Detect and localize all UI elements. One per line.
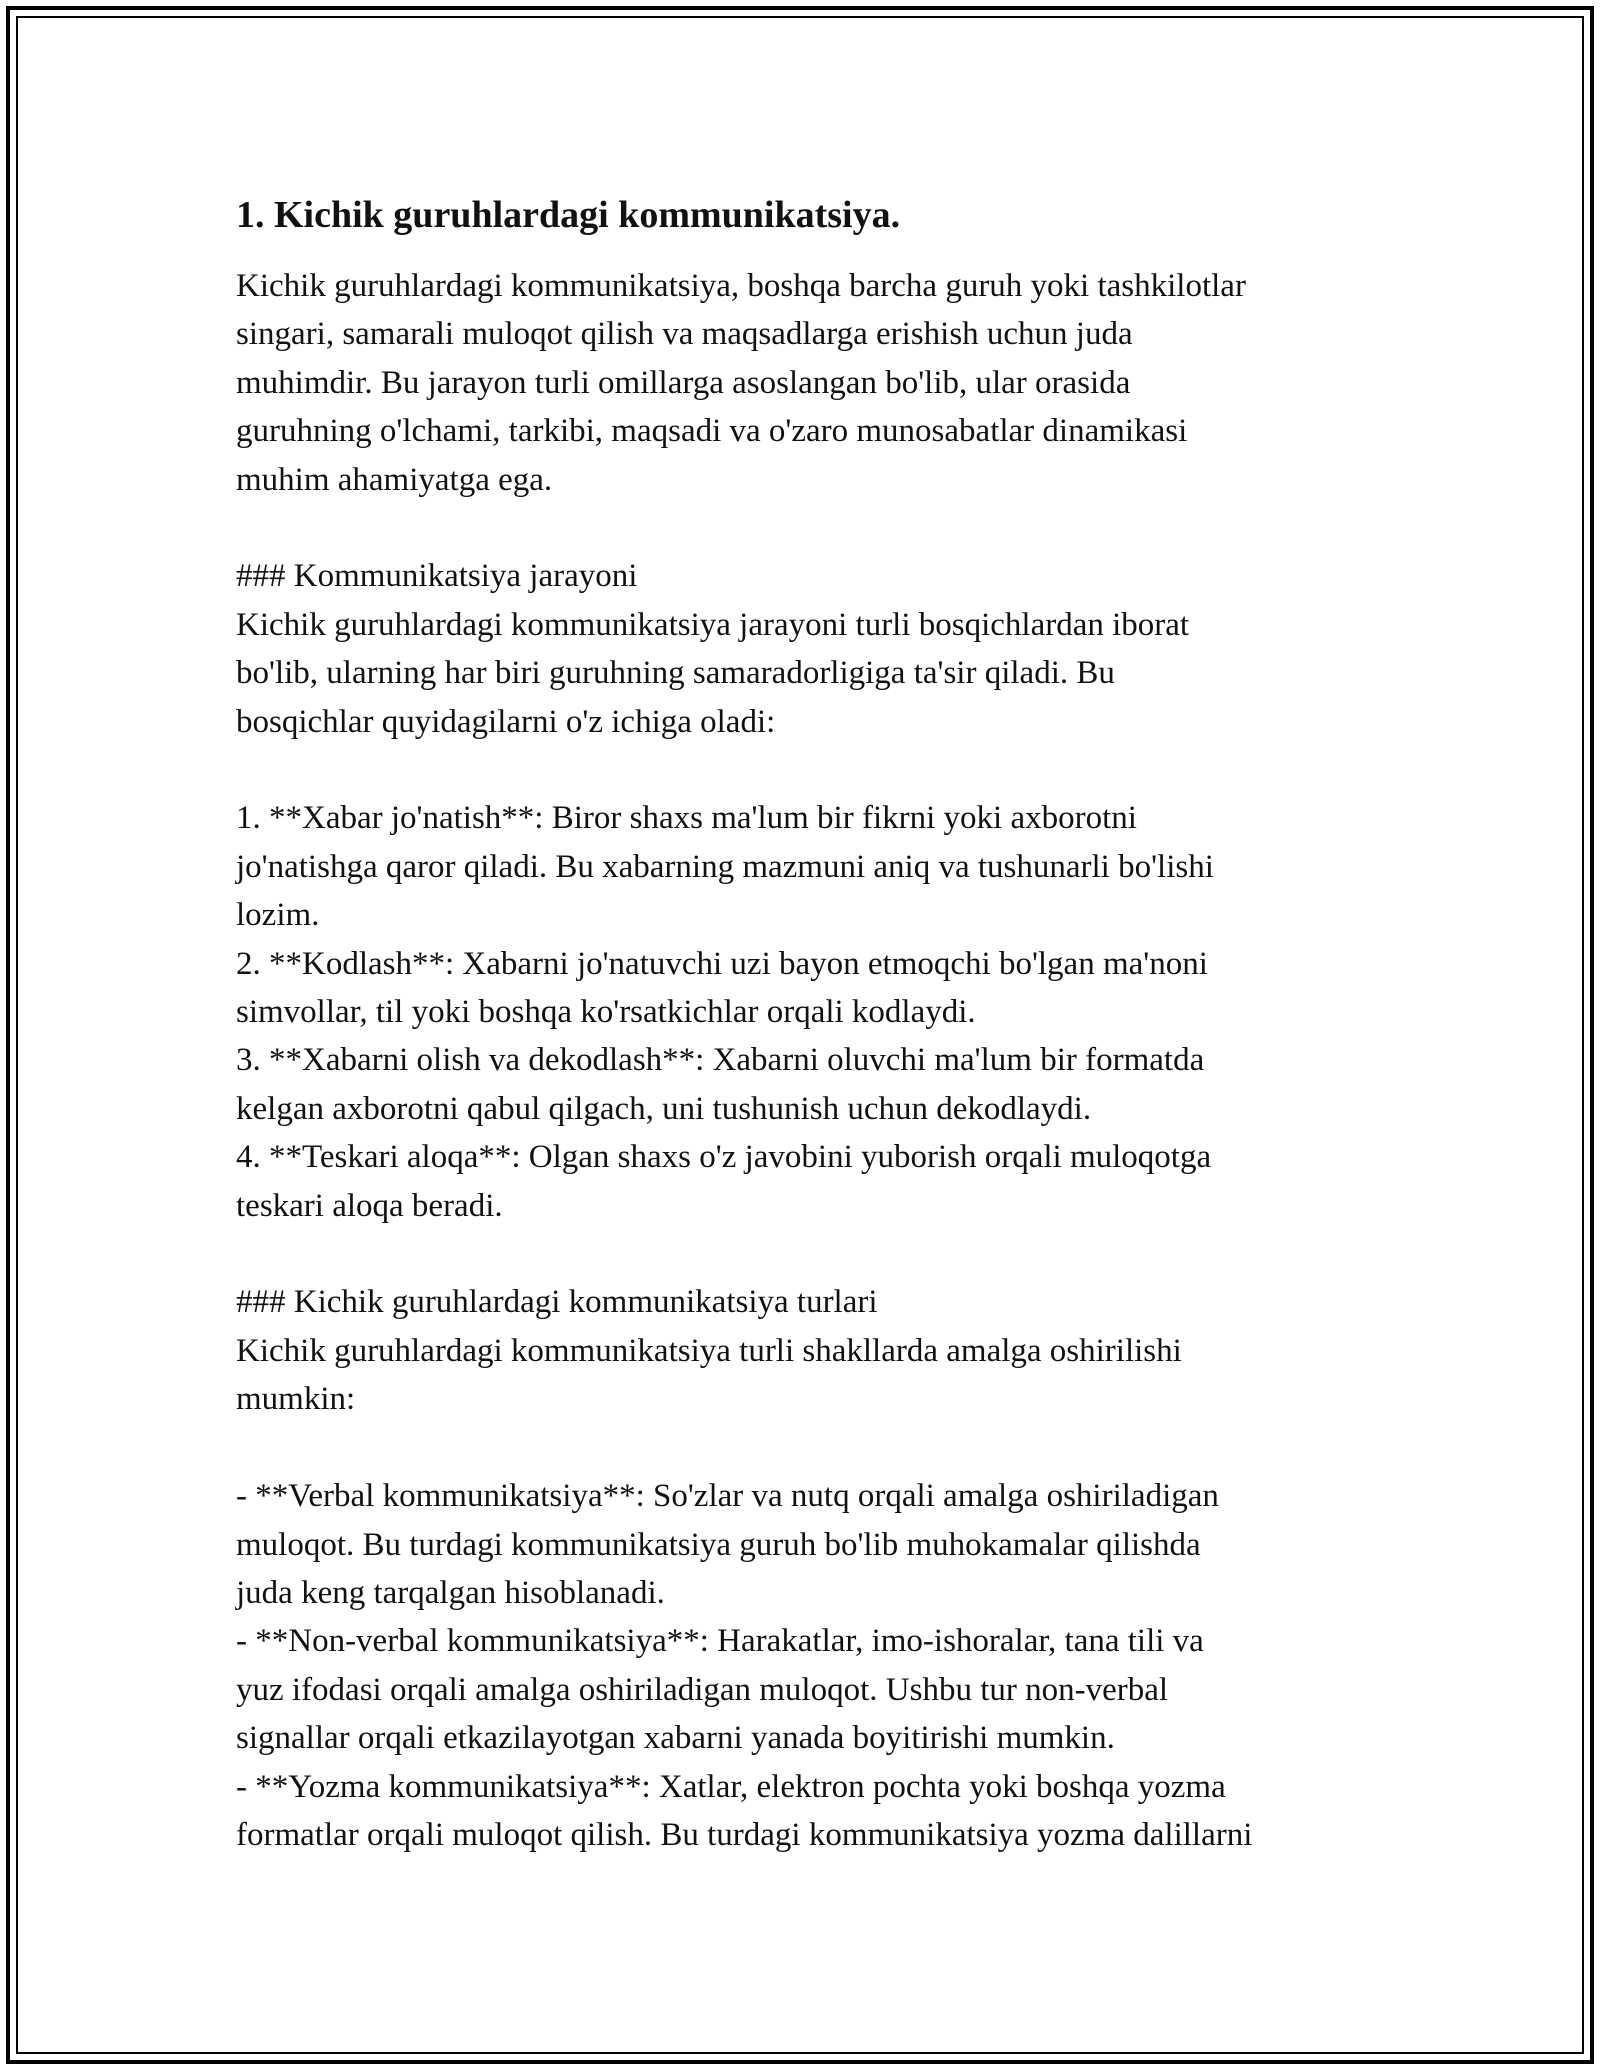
text-line: Kichik guruhlardagi kommunikatsiya turli shakllarda amalga oshirilishi <box>236 1332 1182 1369</box>
text-line: mumkin: <box>236 1381 356 1418</box>
document-body <box>236 262 1396 1859</box>
text-line: bosqichlar quyidagilarni o'z ichiga oladi: <box>236 703 776 740</box>
text-line: singari, samarali muloqot qilish va maqsadlarga erishish uchun juda <box>236 316 1133 353</box>
list-item-line: 1. **Xabar jo'natish**: Biror shaxs ma'lum bir fikrni yoki axborotni <box>236 800 1137 837</box>
text-line: kelgan axborotni qabul qilgach, uni tushunish uchun dekodlaydi. <box>236 1090 1092 1127</box>
text-line: simvollar, til yoki boshqa ko'rsatkichlar orqali kodlaydi. <box>236 994 976 1031</box>
text-line: formatlar orqali muloqot qilish. Bu turdagi kommunikatsiya yozma dalillarni <box>236 1816 1253 1853</box>
text-line: muhimdir. Bu jarayon turli omillarga asoslangan bo'lib, ular orasida <box>236 364 1131 401</box>
list-item-line: 4. **Teskari aloqa**: Olgan shaxs o'z javobini yuborish orqali muloqotga <box>236 1139 1212 1176</box>
text-line: Kichik guruhlardagi kommunikatsiya jarayoni turli bosqichlardan iborat <box>236 606 1190 643</box>
section-heading: ### Kichik guruhlardagi kommunikatsiya turlari <box>236 1284 878 1321</box>
text-line: lozim. <box>236 897 320 934</box>
text-line: jo'natishga qaror qiladi. Bu xabarning mazmuni aniq va tushunarli bo'lishi <box>236 848 1214 885</box>
text-line: juda keng tarqalgan hisoblanadi. <box>236 1574 665 1611</box>
text-line: yuz ifodasi orqali amalga oshiriladigan muloqot. Ushbu tur non-verbal <box>236 1671 1169 1708</box>
text-line: muloqot. Bu turdagi kommunikatsiya guruh bo'lib muhokamalar qilishda <box>236 1526 1201 1563</box>
paragraph-gap <box>236 1424 1396 1472</box>
text-line: teskari aloqa beradi. <box>236 1187 503 1224</box>
section-heading: ### Kommunikatsiya jarayoni <box>236 558 638 595</box>
list-item-line: 3. **Xabarni olish va dekodlash**: Xabarni oluvchi ma'lum bir formatda <box>236 1042 1205 1079</box>
paragraph-gap <box>236 1230 1396 1278</box>
list-item-line: - **Verbal kommunikatsiya**: So'zlar va nutq orqali amalga oshiriladigan <box>236 1478 1219 1515</box>
paragraph-gap <box>236 746 1396 794</box>
text-line: Kichik guruhlardagi kommunikatsiya, boshqa barcha guruh yoki tashkilotlar <box>236 268 1246 304</box>
document-title: 1. Kichik guruhlardagi kommunikatsiya. <box>236 194 901 236</box>
text-line: muhim ahamiyatga ega. <box>236 461 553 498</box>
list-item-line: 2. **Kodlash**: Xabarni jo'natuvchi uzi bayon etmoqchi bo'lgan ma'noni <box>236 945 1208 982</box>
paragraph-gap <box>236 504 1396 552</box>
document-page <box>236 186 1396 1859</box>
text-line: signallar orqali etkazilayotgan xabarni yanada boyitirishi mumkin. <box>236 1720 1115 1757</box>
text-line: bo'lib, ularning har biri guruhning samaradorligiga ta'sir qiladi. Bu <box>236 655 1115 692</box>
list-item-line: - **Yozma kommunikatsiya**: Xatlar, elektron pochta yoki boshqa yozma <box>236 1768 1226 1805</box>
list-item-line: - **Non-verbal kommunikatsiya**: Harakatlar, imo-ishoralar, tana tili va <box>236 1623 1204 1660</box>
text-line: guruhning o'lchami, tarkibi, maqsadi va o'zaro munosabatlar dinamikasi <box>236 413 1188 450</box>
